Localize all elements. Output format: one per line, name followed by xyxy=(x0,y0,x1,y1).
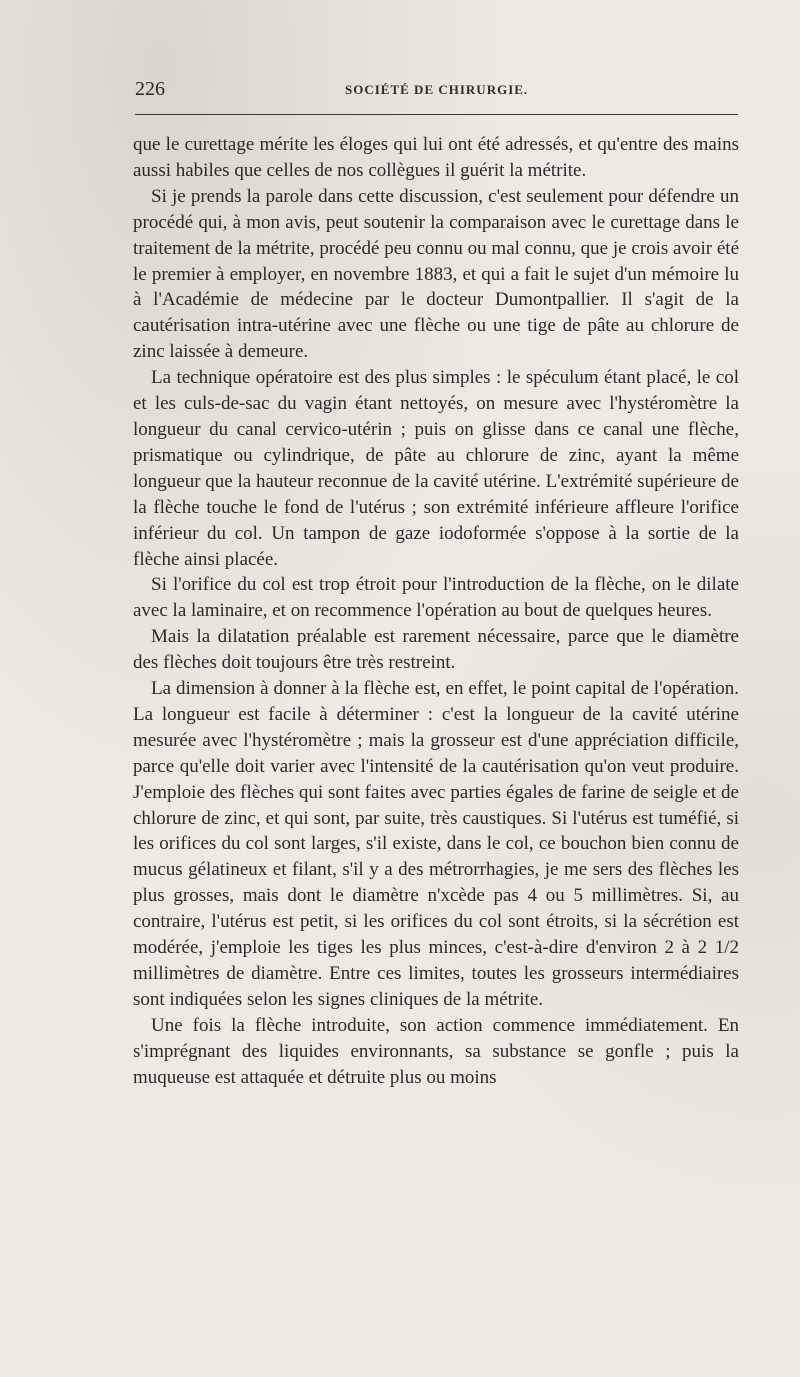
paragraph-2: Si je prends la parole dans cette discussion, c'est seulement pour défendre un procédé qui, à mon avis, peut soutenir la comparaison avec le curettage dans le traitement de la métrite, procédé peu connu ou mal connu, que je crois avoir été le premier à employer, en novembre 1883, et qui a fait le sujet d'un mémoire lu à l'Académie de médecine par le docteur Dumontpallier. Il s'agit de la cautérisation intra-utérine avec une flèche ou une tige de pâte au chlorure de zinc laissée à demeure. xyxy=(133,185,739,363)
paragraph-1: que le curettage mérite les éloges qui lui ont été adressés, et qu'entre des mains aussi habiles que celles de nos collègues il guérit la métrite. xyxy=(133,134,739,181)
page-number: 226 xyxy=(135,78,165,100)
header-rule xyxy=(135,114,738,115)
paragraph-6: La dimension à donner à la flèche est, en effet, le point capital de l'opération. La longueur est facile à déterminer : c'est la longueur de la cavité utérine mesurée avec l'hystéromètre ; mais la grosseur est d'une appréciation difficile, parce qu'elle doit varier avec l'intensité de la cautérisation qu'on veut produire. J'emploie des flèches qui sont faites avec parties égales de farine de seigle et de chlorure de zinc, et qui sont, par suite, très caustiques. Si l'utérus est tuméfié, si les orifices du col sont larges, s'il existe, dans le col, ce bouchon bien connu de mucus gélatineux et filant, s'il y a des métrorrhagies, je me sers des flèches les plus grosses, mais dont le diamètre n'xcède pas 4 ou 5 millimètres. Si, au contraire, l'utérus est petit, si les orifices du col sont étroits, si la sécrétion est modérée, j'emploie les tiges les plus minces, c'est-à-dire d'environ 2 à 2 1/2 millimètres de diamètre. Entre ces limites, toutes les grosseurs intermédiaires sont indiquées selon les signes cliniques de la métrite. xyxy=(133,678,739,1010)
body-text xyxy=(133,132,739,1091)
paragraph-5: Mais la dilatation préalable est rarement nécessaire, parce que le diamètre des flèches doit toujours être très restreint. xyxy=(133,626,739,674)
paragraph-4: Si l'orifice du col est trop étroit pour l'introduction de la flèche, on le dilate avec la laminaire, et on recommence l'opération au bout de quelques heures. xyxy=(133,574,739,622)
paragraph-7: Une fois la flèche introduite, son action commence immédiatement. En s'imprégnant des liquides environnants, sa substance se gonfle ; puis la muqueuse est attaquée et détruite plus ou moins xyxy=(133,1014,739,1088)
running-title: SOCIÉTÉ DE CHIRURGIE. xyxy=(345,82,529,97)
page-header xyxy=(135,78,738,104)
paragraph-3: La technique opératoire est des plus simples : le spéculum étant placé, le col et les culs-de-sac du vagin étant nettoyés, on mesure avec l'hystéromètre la longueur du canal cervico-utérin ; puis on glisse dans ce canal une flèche, prismatique ou cylindrique, de pâte au chlorure de zinc, ayant la même longueur que la hauteur reconnue de la cavité utérine. L'extrémité supérieure de la flèche touche le fond de l'utérus ; son extrémité inférieure affleure l'orifice inférieur du col. Un tampon de gaze iodoformée s'oppose à la sortie de la flèche ainsi placée. xyxy=(133,367,739,570)
